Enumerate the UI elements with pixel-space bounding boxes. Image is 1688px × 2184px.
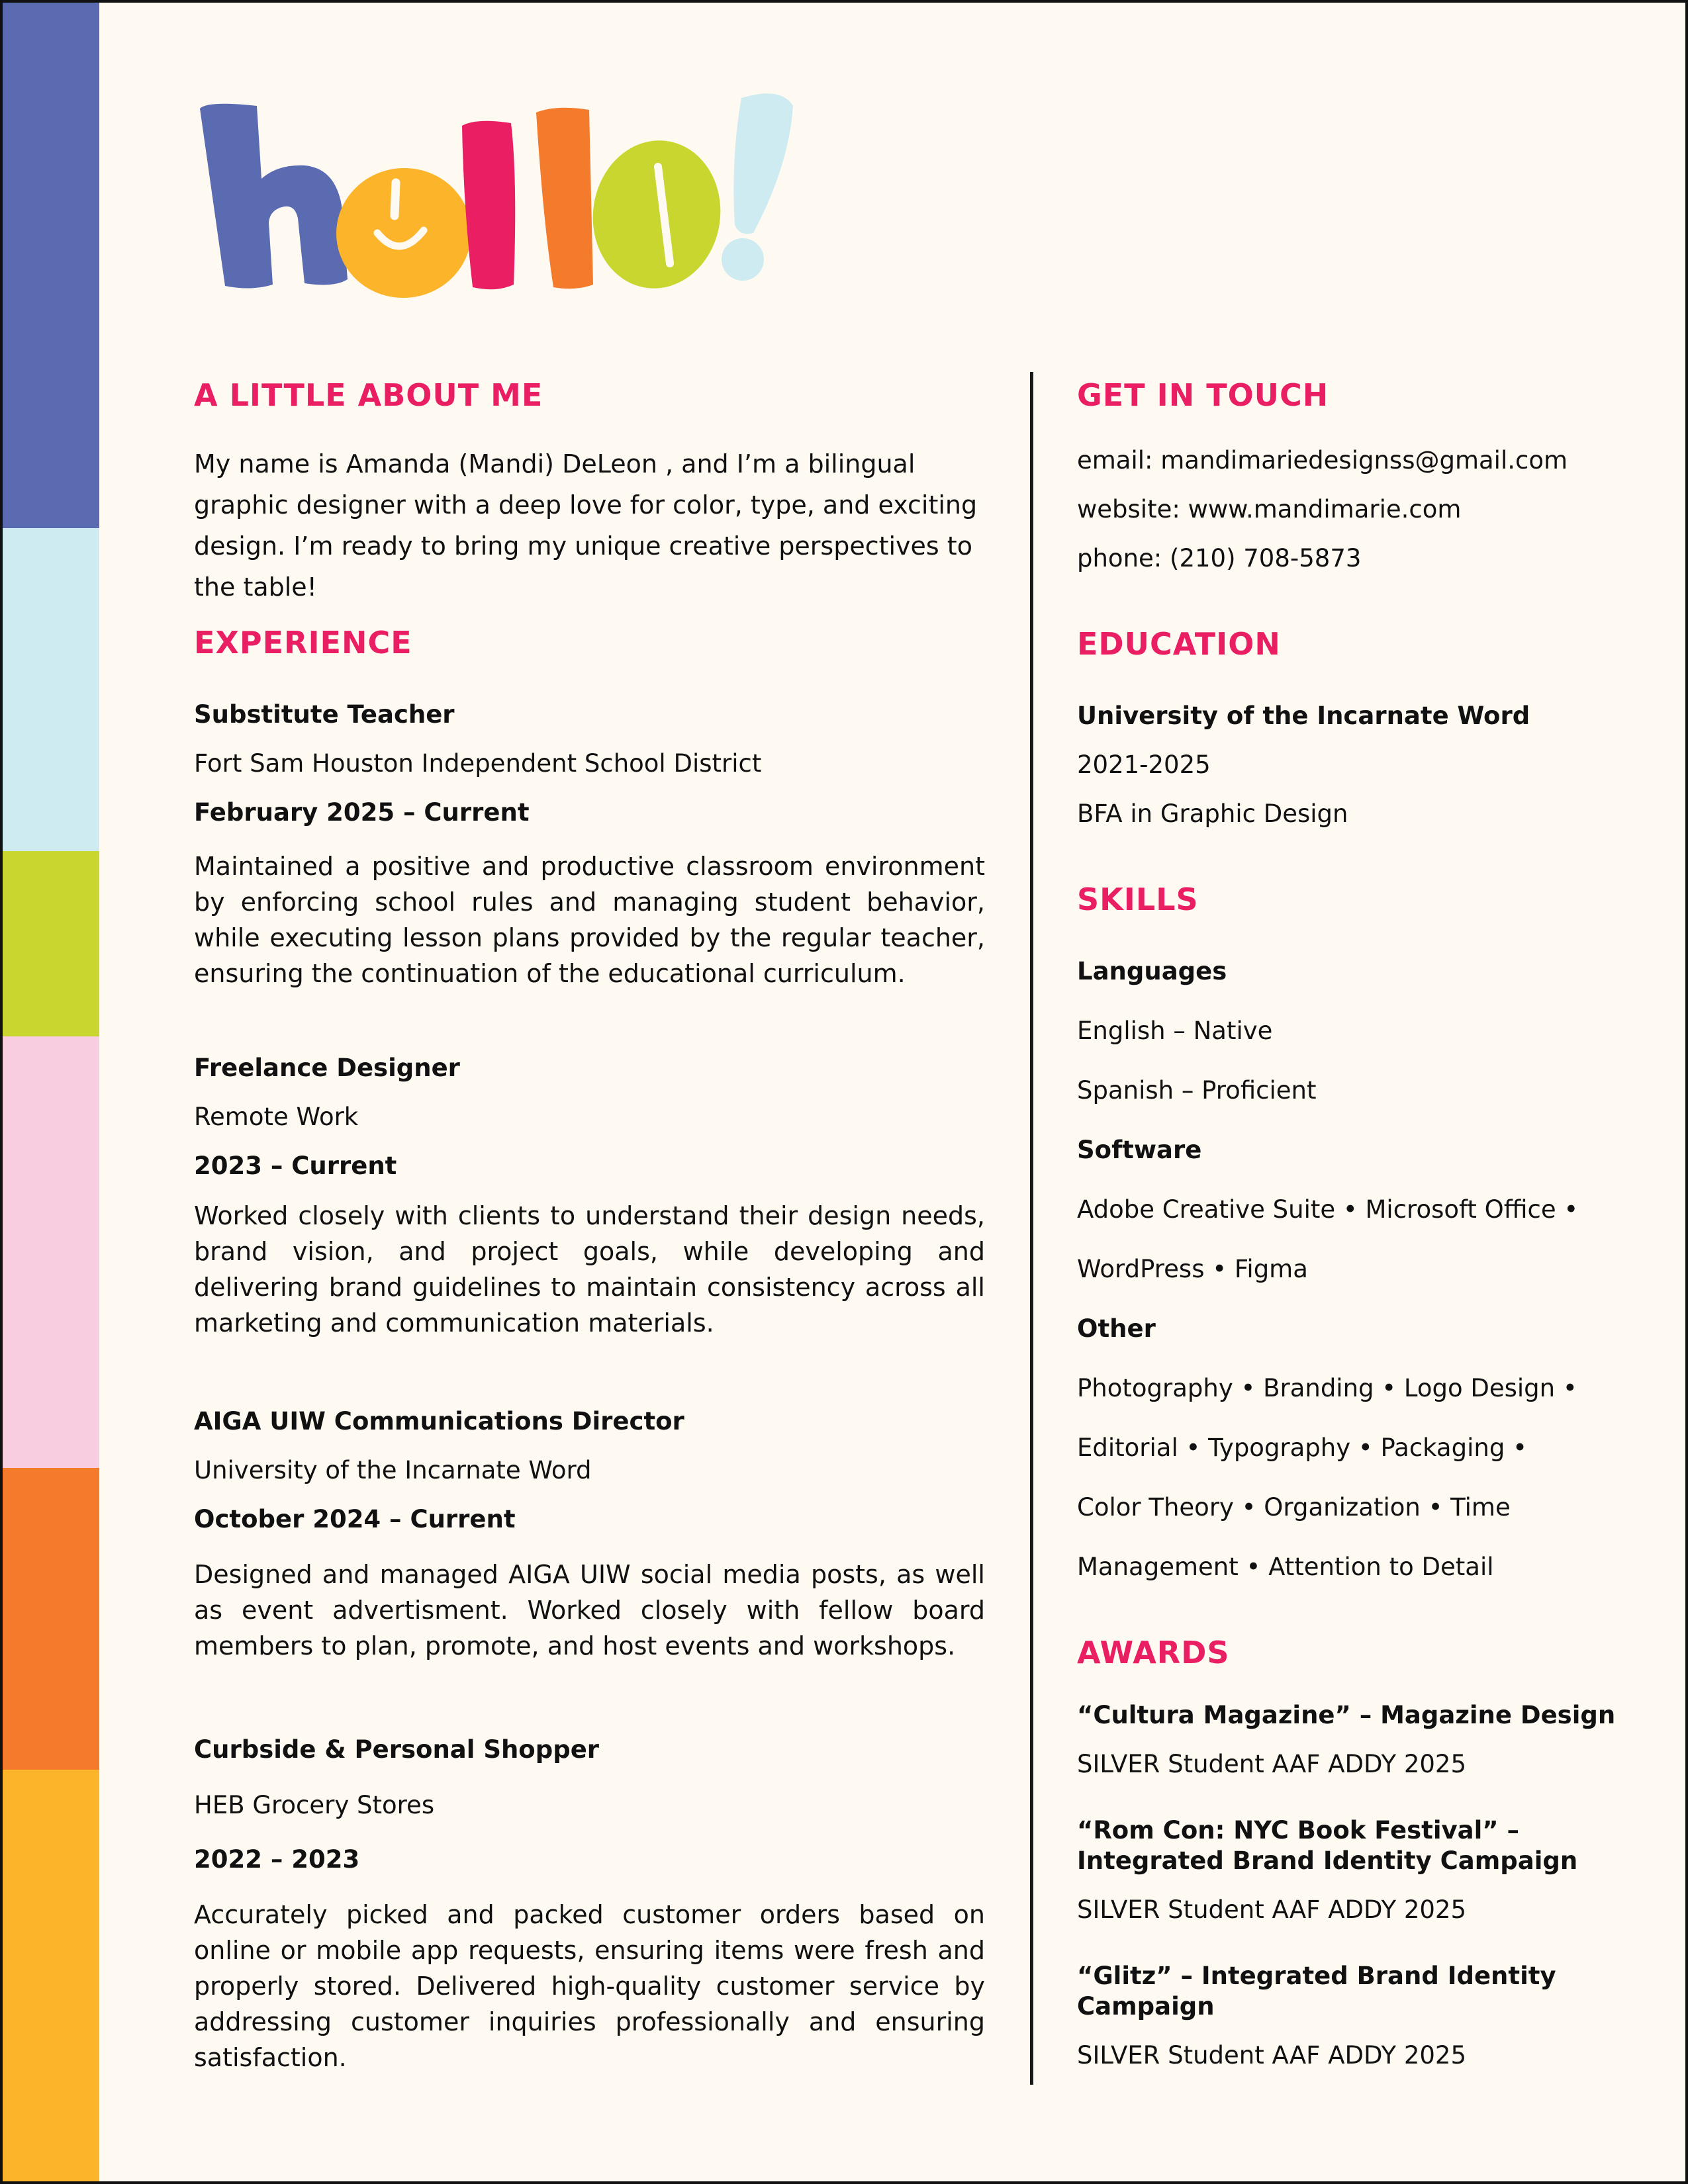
experience-heading: EXPERIENCE [194,625,412,660]
skills-software-line: Adobe Creative Suite • Microsoft Office • [1077,1195,1579,1224]
skills-heading: SKILLS [1077,882,1199,917]
job-dates: February 2025 – Current [194,798,530,827]
job-organization: Remote Work [194,1103,359,1131]
award-result: SILVER Student AAF ADDY 2025 [1077,1750,1467,1778]
job-organization: University of the Incarnate Word [194,1456,592,1484]
stripe-lime [3,851,99,1036]
skills-other-line: Color Theory • Organization • Time [1077,1493,1511,1522]
job-organization: HEB Grocery Stores [194,1791,435,1819]
stripe-light-blue [3,528,99,851]
education-years: 2021-2025 [1077,751,1211,779]
award-title: “Cultura Magazine” – Magazine Design [1077,1701,1616,1729]
hello-logo [185,86,794,304]
job-dates: 2022 – 2023 [194,1845,360,1874]
about-heading: A LITTLE ABOUT ME [194,377,543,413]
award-title-line: Campaign [1077,1992,1215,2021]
job-organization: Fort Sam Houston Independent School District [194,749,762,778]
award-title-line: “Rom Con: NYC Book Festival” – [1077,1816,1519,1844]
skills-software-line: WordPress • Figma [1077,1255,1308,1283]
award-title-line: Integrated Brand Identity Campaign [1077,1846,1578,1875]
contact-phone: phone: (210) 708-5873 [1077,544,1362,572]
column-divider [1030,372,1033,2085]
award-result: SILVER Student AAF ADDY 2025 [1077,1895,1467,1924]
skills-other-label: Other [1077,1314,1156,1343]
awards-heading: AWARDS [1077,1635,1230,1670]
job-dates: 2023 – Current [194,1152,397,1180]
job-description: Maintained a positive and productive classroom environment by enforcing school rules and managing student behavior, while executing lesson plans provided by the regular teacher, ensuring the continuation of the educational curriculum. [194,852,985,988]
job-title: Freelance Designer [194,1054,460,1082]
stripe-blue [3,3,99,528]
job-title: Substitute Teacher [194,700,455,729]
logo-letter-o [583,132,729,297]
job-description: Designed and managed AIGA UIW social media posts, as well as event advertisment. Worked closely with fellow board members to plan, promote, and host events and workshops. [194,1560,985,1661]
education-heading: EDUCATION [1077,626,1281,662]
skills-software-label: Software [1077,1136,1202,1164]
award-result: SILVER Student AAF ADDY 2025 [1077,2041,1467,2070]
job-dates: October 2024 – Current [194,1505,516,1533]
skill-language: English – Native [1077,1017,1273,1045]
color-stripe-bar [3,3,99,2181]
contact-website[interactable]: website: www.mandimarie.com [1077,495,1462,523]
education-degree: BFA in Graphic Design [1077,799,1348,828]
stripe-pink [3,1036,99,1468]
job-description: Accurately picked and packed customer orders based on online or mobile app requests, ensuring items were fresh and properly stored. Delivered high-quality customer service by addressing customer inquiries professionally and ensuring satisfaction. [194,1900,985,2072]
job-description: Worked closely with clients to understand their design needs, brand vision, and project goals, while developing and delivering brand guidelines to maintain consistency across all marketing and communication materials. [194,1201,985,1338]
award-title-line: “Glitz” – Integrated Brand Identity [1077,1962,1556,1990]
logo-letter-h [200,104,348,289]
skill-language: Spanish – Proficient [1077,1076,1317,1105]
logo-letter-l-orange [536,108,593,289]
logo-exclamation [722,93,793,281]
job-title: Curbside & Personal Shopper [194,1735,600,1764]
skills-other-line: Editorial • Typography • Packaging • [1077,1433,1527,1462]
logo-letter-l-pink [462,121,515,289]
skills-other-line: Photography • Branding • Logo Design • [1077,1374,1577,1402]
skills-languages-label: Languages [1077,957,1227,985]
contact-heading: GET IN TOUCH [1077,377,1329,413]
job-title: AIGA UIW Communications Director [194,1407,684,1435]
stripe-yellow [3,1770,99,2181]
education-school: University of the Incarnate Word [1077,702,1530,730]
about-text: My name is Amanda (Mandi) DeLeon , and I’m a bilingual graphic designer with a deep love for color, type, and exciting design. I’m ready to bring my unique creative perspectives to the table! [194,449,978,602]
stripe-orange [3,1468,99,1770]
logo-letter-e [330,161,477,304]
skills-other-line: Management • Attention to Detail [1077,1553,1494,1581]
contact-email[interactable]: email: mandimariedesignss@gmail.com [1077,446,1568,475]
